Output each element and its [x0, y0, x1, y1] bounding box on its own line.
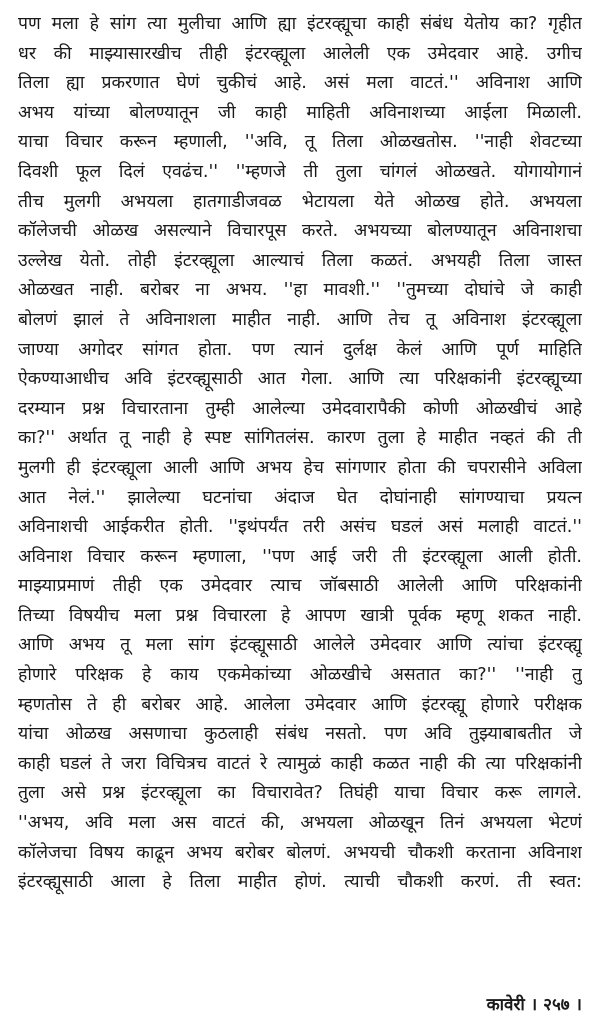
text-line: आत नेलं.'' झालेल्या घटनांचा अंदाज घेत दोघांनाही सांगण्याचा प्रयत्न	[18, 487, 582, 508]
text-line: अविनाशची आईकरीत होती. ''इथंपर्यंत तरी असंच घडलं असं मलाही वाटतं.''	[18, 517, 582, 538]
text-line: मुलगी ही इंटरव्ह्यूला आली आणि अभय हेच सांगणार होता की चपरासीने अविला	[18, 457, 582, 478]
text-line: तुला असे प्रश्न इंटरव्ह्यूला का विचारावेत? तिघंही याचा विचार करू लागले.	[18, 783, 582, 804]
text-line: बोलणं झालं ते अविनाशला माहीत नाही. आणि तेच तू अविनाश इंटरव्ह्यूला	[18, 309, 582, 330]
text-line: का?'' अर्थात तू नाही हे स्पष्ट सांगितलंस. कारण तुला हे माहीत नव्हतं की ती	[18, 428, 582, 449]
text-line: उल्लेख येतो. तोही इंटरव्ह्यूला आल्याचं तिला कळतं. अभयही तिला जास्त	[18, 250, 582, 271]
text-line: याचा विचार करून म्हणाली, ''अवि, तू तिला ओळखतोस. ''नाही शेवटच्या	[18, 132, 582, 153]
text-line: दरम्यान प्रश्न विचारताना तुम्ही आलेल्या उमेदवारापैकी कोणी ओळखीचं आहे	[18, 398, 582, 419]
text-line: कॉलेजची ओळख असल्याने विचारपूस करते. अभयच्या बोलण्यातून अविनाशचा	[18, 221, 582, 242]
text-line: धर की माझ्यासारखीच तीही इंटरव्ह्यूला आलेली एक उमेदवार आहे. उगीच	[18, 43, 582, 64]
text-line: ऐकण्याआधीच अवि इंटरव्ह्यूसाठी आत गेला. आणि त्या परिक्षकांनी इंटरव्ह्यूच्या	[18, 369, 582, 390]
text-line: काही घडलं ते जरा विचित्रच वाटतं रे त्यामुळं काही कळत नाही की त्या परिक्षकांनी	[18, 753, 582, 774]
text-line: यांचा ओळख असणाचा कुठलाही संबंध नसतो. पण अवि तुझ्याबाबतीत जे	[18, 724, 582, 745]
text-line: ओळखत नाही. बरोबर ना अभय. ''हा मावशी.'' ''तुमच्या दोघांचे जे काही	[18, 280, 582, 301]
page-footer: कावेरी । २५७ ।	[486, 995, 582, 1015]
text-line: दिवशी फूल दिलं एवढंच.'' ''म्हणजे ती तुला चांगलं ओळखते. योगायोगानं	[18, 161, 582, 182]
text-line: म्हणतोस ते ही बरोबर आहे. आलेला उमेदवार आणि इंटरव्ह्यू होणारे परीक्षक	[18, 694, 582, 715]
text-line: पण मला हे सांग त्या मुलीचा आणि ह्या इंटरव्ह्यूचा काही संबंध येतोय का? गृहीत	[18, 14, 582, 34]
text-line: होणारे परिक्षक हे काय एकमेकांच्या ओळखीचे असतात का?'' ''नाही तु	[18, 665, 582, 686]
text-line: तीच मुलगी अभयला हातगाडीजवळ भेटायला येते ओळख होते. अभयला	[18, 191, 582, 212]
text-line: जाण्या अगोदर सांगत होता. पण त्यानं दुर्लक्ष केलं आणि पूर्ण माहिति	[18, 339, 582, 360]
text-line: माझ्याप्रमाणं तीही एक उमेदवार त्याच जॉबसाठी आलेली आणि परिक्षकांनी	[18, 576, 582, 597]
text-line: अभय यांच्या बोलण्यातून जी काही माहिती अविनाशच्या आईला मिळाली.	[18, 102, 582, 123]
text-line: ''अभय, अवि मला अस वाटतं की, अभयला ओळखून तिनं अभयला भेटणं	[18, 813, 582, 834]
text-line: इंटरव्ह्यूसाठी आला हे तिला माहीत होणं. त्याची चौकशी करणं. ती स्वत:	[18, 872, 582, 893]
text-line: कॉलेजचा विषय काढून अभय बरोबर बोलणं. अभयची चौकशी करताना अविनाश	[18, 842, 582, 863]
text-line: अविनाश विचार करून म्हणाला, ''पण आई जरी ती इंटरव्ह्यूला आली होती.	[18, 546, 582, 567]
text-line: तिला ह्या प्रकरणात घेणं चुकीचं आहे. असं मला वाटतं.'' अविनाश आणि	[18, 73, 582, 94]
body-text	[18, 10, 582, 898]
text-line: तिच्या विषयीच मला प्रश्न विचारला हे आपण खात्री पूर्वक म्हणू शकत नाही.	[18, 605, 582, 626]
text-line: आणि अभय तू मला सांग इंटव्ह्यूसाठी आलेले उमेदवार आणि त्यांचा इंटरव्ह्यू	[18, 635, 582, 656]
